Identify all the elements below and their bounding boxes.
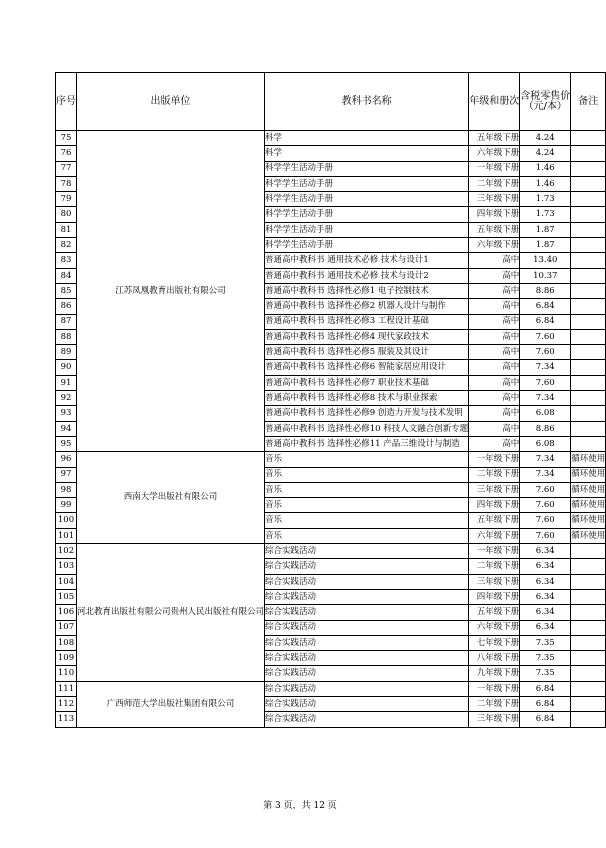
- remark: [571, 314, 606, 329]
- retail-price: 6.84: [520, 712, 571, 727]
- grade-volume: 高中: [469, 283, 520, 298]
- row-number: 98: [56, 482, 77, 497]
- remark: [571, 253, 606, 268]
- remark: [571, 635, 606, 650]
- table-body: [56, 131, 606, 728]
- row-number: 75: [56, 131, 77, 146]
- textbook-name: 普通高中教科书 选择性必修6 智能家居应用设计: [265, 360, 469, 375]
- textbook-name: 音乐: [265, 482, 469, 497]
- remark: 循环使用: [571, 467, 606, 482]
- textbook-name: 综合实践活动: [265, 666, 469, 681]
- retail-price: 7.34: [520, 452, 571, 467]
- grade-volume: 八年级下册: [469, 651, 520, 666]
- grade-volume: 五年级下册: [469, 513, 520, 528]
- header-price-line2: （元/本）: [523, 100, 567, 112]
- remark: [571, 406, 606, 421]
- grade-volume: 三年级下册: [469, 482, 520, 497]
- retail-price: 7.60: [520, 528, 571, 543]
- row-number: 111: [56, 681, 77, 696]
- row-number: 80: [56, 207, 77, 222]
- remark: [571, 620, 606, 635]
- retail-price: 7.35: [520, 651, 571, 666]
- remark: [571, 207, 606, 222]
- grade-volume: 六年级下册: [469, 238, 520, 253]
- retail-price: 1.87: [520, 222, 571, 237]
- row-number: 92: [56, 391, 77, 406]
- retail-price: 8.86: [520, 421, 571, 436]
- grade-volume: 高中: [469, 299, 520, 314]
- textbook-name: 普通高中教科书 选择性必修2 机器人设计与制作: [265, 299, 469, 314]
- remark: [571, 299, 606, 314]
- row-number: 100: [56, 513, 77, 528]
- remark: [571, 238, 606, 253]
- textbook-name: 科学学生活动手册: [265, 238, 469, 253]
- row-number: 87: [56, 314, 77, 329]
- table-header-row: [56, 73, 606, 131]
- retail-price: 4.24: [520, 131, 571, 146]
- textbook-name: 音乐: [265, 528, 469, 543]
- row-number: 108: [56, 635, 77, 650]
- table-row: [56, 131, 606, 146]
- remark: 循环使用: [571, 528, 606, 543]
- retail-price: 1.46: [520, 161, 571, 176]
- textbook-name: 普通高中教科书 选择性必修1 电子控制技术: [265, 283, 469, 298]
- remark: [571, 712, 606, 727]
- retail-price: 6.84: [520, 681, 571, 696]
- row-number: 94: [56, 421, 77, 436]
- grade-volume: 一年级下册: [469, 161, 520, 176]
- row-number: 81: [56, 222, 77, 237]
- retail-price: 13.40: [520, 253, 571, 268]
- row-number: 79: [56, 192, 77, 207]
- row-number: 105: [56, 589, 77, 604]
- grade-volume: 三年级下册: [469, 192, 520, 207]
- grade-volume: 二年级下册: [469, 559, 520, 574]
- textbook-name: 科学: [265, 146, 469, 161]
- grade-volume: 一年级下册: [469, 681, 520, 696]
- row-number: 91: [56, 375, 77, 390]
- row-number: 104: [56, 574, 77, 589]
- header-price: [520, 73, 571, 131]
- row-number: 77: [56, 161, 77, 176]
- row-number: 96: [56, 452, 77, 467]
- retail-price: 1.87: [520, 238, 571, 253]
- grade-volume: 高中: [469, 329, 520, 344]
- textbook-name: 音乐: [265, 467, 469, 482]
- retail-price: 7.34: [520, 467, 571, 482]
- grade-volume: 高中: [469, 314, 520, 329]
- remark: [571, 559, 606, 574]
- table-row: [56, 544, 606, 559]
- header-grade: 年级和册次: [469, 73, 520, 131]
- publisher-cell: 西南大学出版社有限公司: [77, 452, 265, 544]
- row-number: 107: [56, 620, 77, 635]
- remark: [571, 176, 606, 191]
- remark: [571, 436, 606, 451]
- textbook-name: 综合实践活动: [265, 712, 469, 727]
- textbook-name: 普通高中教科书 选择性必修4 现代家政技术: [265, 329, 469, 344]
- retail-price: 7.60: [520, 375, 571, 390]
- row-number: 83: [56, 253, 77, 268]
- remark: [571, 192, 606, 207]
- textbook-name: 普通高中教科书 选择性必修5 服装及其设计: [265, 345, 469, 360]
- retail-price: 1.46: [520, 176, 571, 191]
- header-price-line1: 含税零售价: [520, 90, 571, 102]
- retail-price: 7.35: [520, 635, 571, 650]
- remark: [571, 268, 606, 283]
- grade-volume: 高中: [469, 253, 520, 268]
- grade-volume: 二年级下册: [469, 696, 520, 711]
- header-no: 序号: [56, 73, 77, 131]
- retail-price: 4.24: [520, 146, 571, 161]
- textbook-name: 综合实践活动: [265, 605, 469, 620]
- textbook-name: 音乐: [265, 498, 469, 513]
- remark: [571, 421, 606, 436]
- row-number: 88: [56, 329, 77, 344]
- textbook-name: 综合实践活动: [265, 544, 469, 559]
- grade-volume: 高中: [469, 391, 520, 406]
- retail-price: 6.34: [520, 574, 571, 589]
- row-number: 76: [56, 146, 77, 161]
- grade-volume: 三年级下册: [469, 574, 520, 589]
- retail-price: 7.60: [520, 345, 571, 360]
- remark: [571, 131, 606, 146]
- textbook-name: 综合实践活动: [265, 681, 469, 696]
- row-number: 102: [56, 544, 77, 559]
- row-number: 90: [56, 360, 77, 375]
- remark: [571, 329, 606, 344]
- textbook-name: 科学学生活动手册: [265, 176, 469, 191]
- textbook-name: 综合实践活动: [265, 574, 469, 589]
- textbook-name: 普通高中教科书 通用技术必修 技术与设计1: [265, 253, 469, 268]
- row-number: 101: [56, 528, 77, 543]
- publisher-cell: 广西师范大学出版社集团有限公司: [77, 681, 265, 727]
- retail-price: 6.34: [520, 605, 571, 620]
- textbook-name: 综合实践活动: [265, 559, 469, 574]
- textbook-name: 综合实践活动: [265, 620, 469, 635]
- retail-price: 7.60: [520, 498, 571, 513]
- row-number: 112: [56, 696, 77, 711]
- header-publisher: 出版单位: [77, 73, 265, 131]
- textbook-name: 综合实践活动: [265, 635, 469, 650]
- textbook-name: 普通高中教科书 选择性必修9 创造力开发与技术发明: [265, 406, 469, 421]
- remark: [571, 345, 606, 360]
- retail-price: 6.34: [520, 620, 571, 635]
- header-name: 教科书名称: [265, 73, 469, 131]
- textbook-name: 综合实践活动: [265, 589, 469, 604]
- remark: [571, 375, 606, 390]
- grade-volume: 二年级下册: [469, 176, 520, 191]
- row-number: 113: [56, 712, 77, 727]
- grade-volume: 六年级下册: [469, 146, 520, 161]
- retail-price: 8.86: [520, 283, 571, 298]
- grade-volume: 高中: [469, 268, 520, 283]
- retail-price: 10.37: [520, 268, 571, 283]
- retail-price: 7.35: [520, 666, 571, 681]
- textbook-name: 普通高中教科书 选择性必修7 职业技术基础: [265, 375, 469, 390]
- textbook-name: 普通高中教科书 通用技术必修 技术与设计2: [265, 268, 469, 283]
- remark: [571, 161, 606, 176]
- textbook-name: 音乐: [265, 452, 469, 467]
- page-footer: 第 3 页，共 12 页: [263, 801, 337, 811]
- remark: [571, 574, 606, 589]
- retail-price: 6.84: [520, 314, 571, 329]
- textbook-name: 科学学生活动手册: [265, 161, 469, 176]
- grade-volume: 九年级下册: [469, 666, 520, 681]
- remark: [571, 666, 606, 681]
- retail-price: 6.84: [520, 299, 571, 314]
- textbook-name: 普通高中教科书 选择性必修3 工程设计基础: [265, 314, 469, 329]
- retail-price: 7.34: [520, 360, 571, 375]
- textbook-name: 普通高中教科书 选择性必修8 技术与职业探索: [265, 391, 469, 406]
- grade-volume: 四年级下册: [469, 589, 520, 604]
- remark: [571, 605, 606, 620]
- remark: 循环使用: [571, 452, 606, 467]
- remark: [571, 589, 606, 604]
- header-note: 备注: [571, 73, 606, 131]
- remark: [571, 651, 606, 666]
- grade-volume: 七年级下册: [469, 635, 520, 650]
- row-number: 103: [56, 559, 77, 574]
- remark: 循环使用: [571, 482, 606, 497]
- retail-price: 7.60: [520, 482, 571, 497]
- grade-volume: 一年级下册: [469, 544, 520, 559]
- remark: [571, 681, 606, 696]
- textbook-name: 综合实践活动: [265, 696, 469, 711]
- retail-price: 6.34: [520, 589, 571, 604]
- textbook-name: 科学学生活动手册: [265, 207, 469, 222]
- remark: 循环使用: [571, 498, 606, 513]
- grade-volume: 高中: [469, 345, 520, 360]
- grade-volume: 高中: [469, 375, 520, 390]
- retail-price: 6.34: [520, 559, 571, 574]
- grade-volume: 四年级下册: [469, 498, 520, 513]
- textbook-name: 普通高中教科书 选择性必修11 产品三维设计与制造: [265, 436, 469, 451]
- remark: [571, 544, 606, 559]
- row-number: 93: [56, 406, 77, 421]
- grade-volume: 高中: [469, 360, 520, 375]
- grade-volume: 高中: [469, 406, 520, 421]
- retail-price: 7.60: [520, 329, 571, 344]
- grade-volume: 高中: [469, 421, 520, 436]
- retail-price: 6.84: [520, 696, 571, 711]
- retail-price: 6.08: [520, 406, 571, 421]
- row-number: 110: [56, 666, 77, 681]
- row-number: 85: [56, 283, 77, 298]
- remark: [571, 360, 606, 375]
- row-number: 106: [56, 605, 77, 620]
- row-number: 82: [56, 238, 77, 253]
- grade-volume: 五年级下册: [469, 605, 520, 620]
- table-row: [56, 681, 606, 696]
- row-number: 84: [56, 268, 77, 283]
- grade-volume: 三年级下册: [469, 712, 520, 727]
- remark: [571, 391, 606, 406]
- textbook-name: 普通高中教科书 选择性必修10 科技人文融合创新专题: [265, 421, 469, 436]
- publisher-cell: 江苏凤凰教育出版社有限公司: [77, 131, 265, 452]
- retail-price: 6.08: [520, 436, 571, 451]
- table-row: [56, 452, 606, 467]
- retail-price: 1.73: [520, 192, 571, 207]
- remark: 循环使用: [571, 513, 606, 528]
- grade-volume: 五年级下册: [469, 131, 520, 146]
- remark: [571, 283, 606, 298]
- textbook-name: 音乐: [265, 513, 469, 528]
- textbook-name: 科学学生活动手册: [265, 222, 469, 237]
- textbook-price-table: [55, 72, 606, 728]
- retail-price: 7.34: [520, 391, 571, 406]
- grade-volume: 一年级下册: [469, 452, 520, 467]
- grade-volume: 六年级下册: [469, 528, 520, 543]
- grade-volume: 五年级下册: [469, 222, 520, 237]
- row-number: 109: [56, 651, 77, 666]
- row-number: 86: [56, 299, 77, 314]
- grade-volume: 六年级下册: [469, 620, 520, 635]
- textbook-name: 综合实践活动: [265, 651, 469, 666]
- remark: [571, 222, 606, 237]
- publisher-cell: 河北教育出版社有限公司贵州人民出版社有限公司: [77, 544, 265, 682]
- textbook-name: 科学: [265, 131, 469, 146]
- grade-volume: 二年级下册: [469, 467, 520, 482]
- textbook-name: 科学学生活动手册: [265, 192, 469, 207]
- remark: [571, 696, 606, 711]
- retail-price: 6.34: [520, 544, 571, 559]
- row-number: 78: [56, 176, 77, 191]
- row-number: 99: [56, 498, 77, 513]
- grade-volume: 高中: [469, 436, 520, 451]
- grade-volume: 四年级下册: [469, 207, 520, 222]
- retail-price: 1.73: [520, 207, 571, 222]
- remark: [571, 146, 606, 161]
- row-number: 97: [56, 467, 77, 482]
- retail-price: 7.60: [520, 513, 571, 528]
- row-number: 89: [56, 345, 77, 360]
- row-number: 95: [56, 436, 77, 451]
